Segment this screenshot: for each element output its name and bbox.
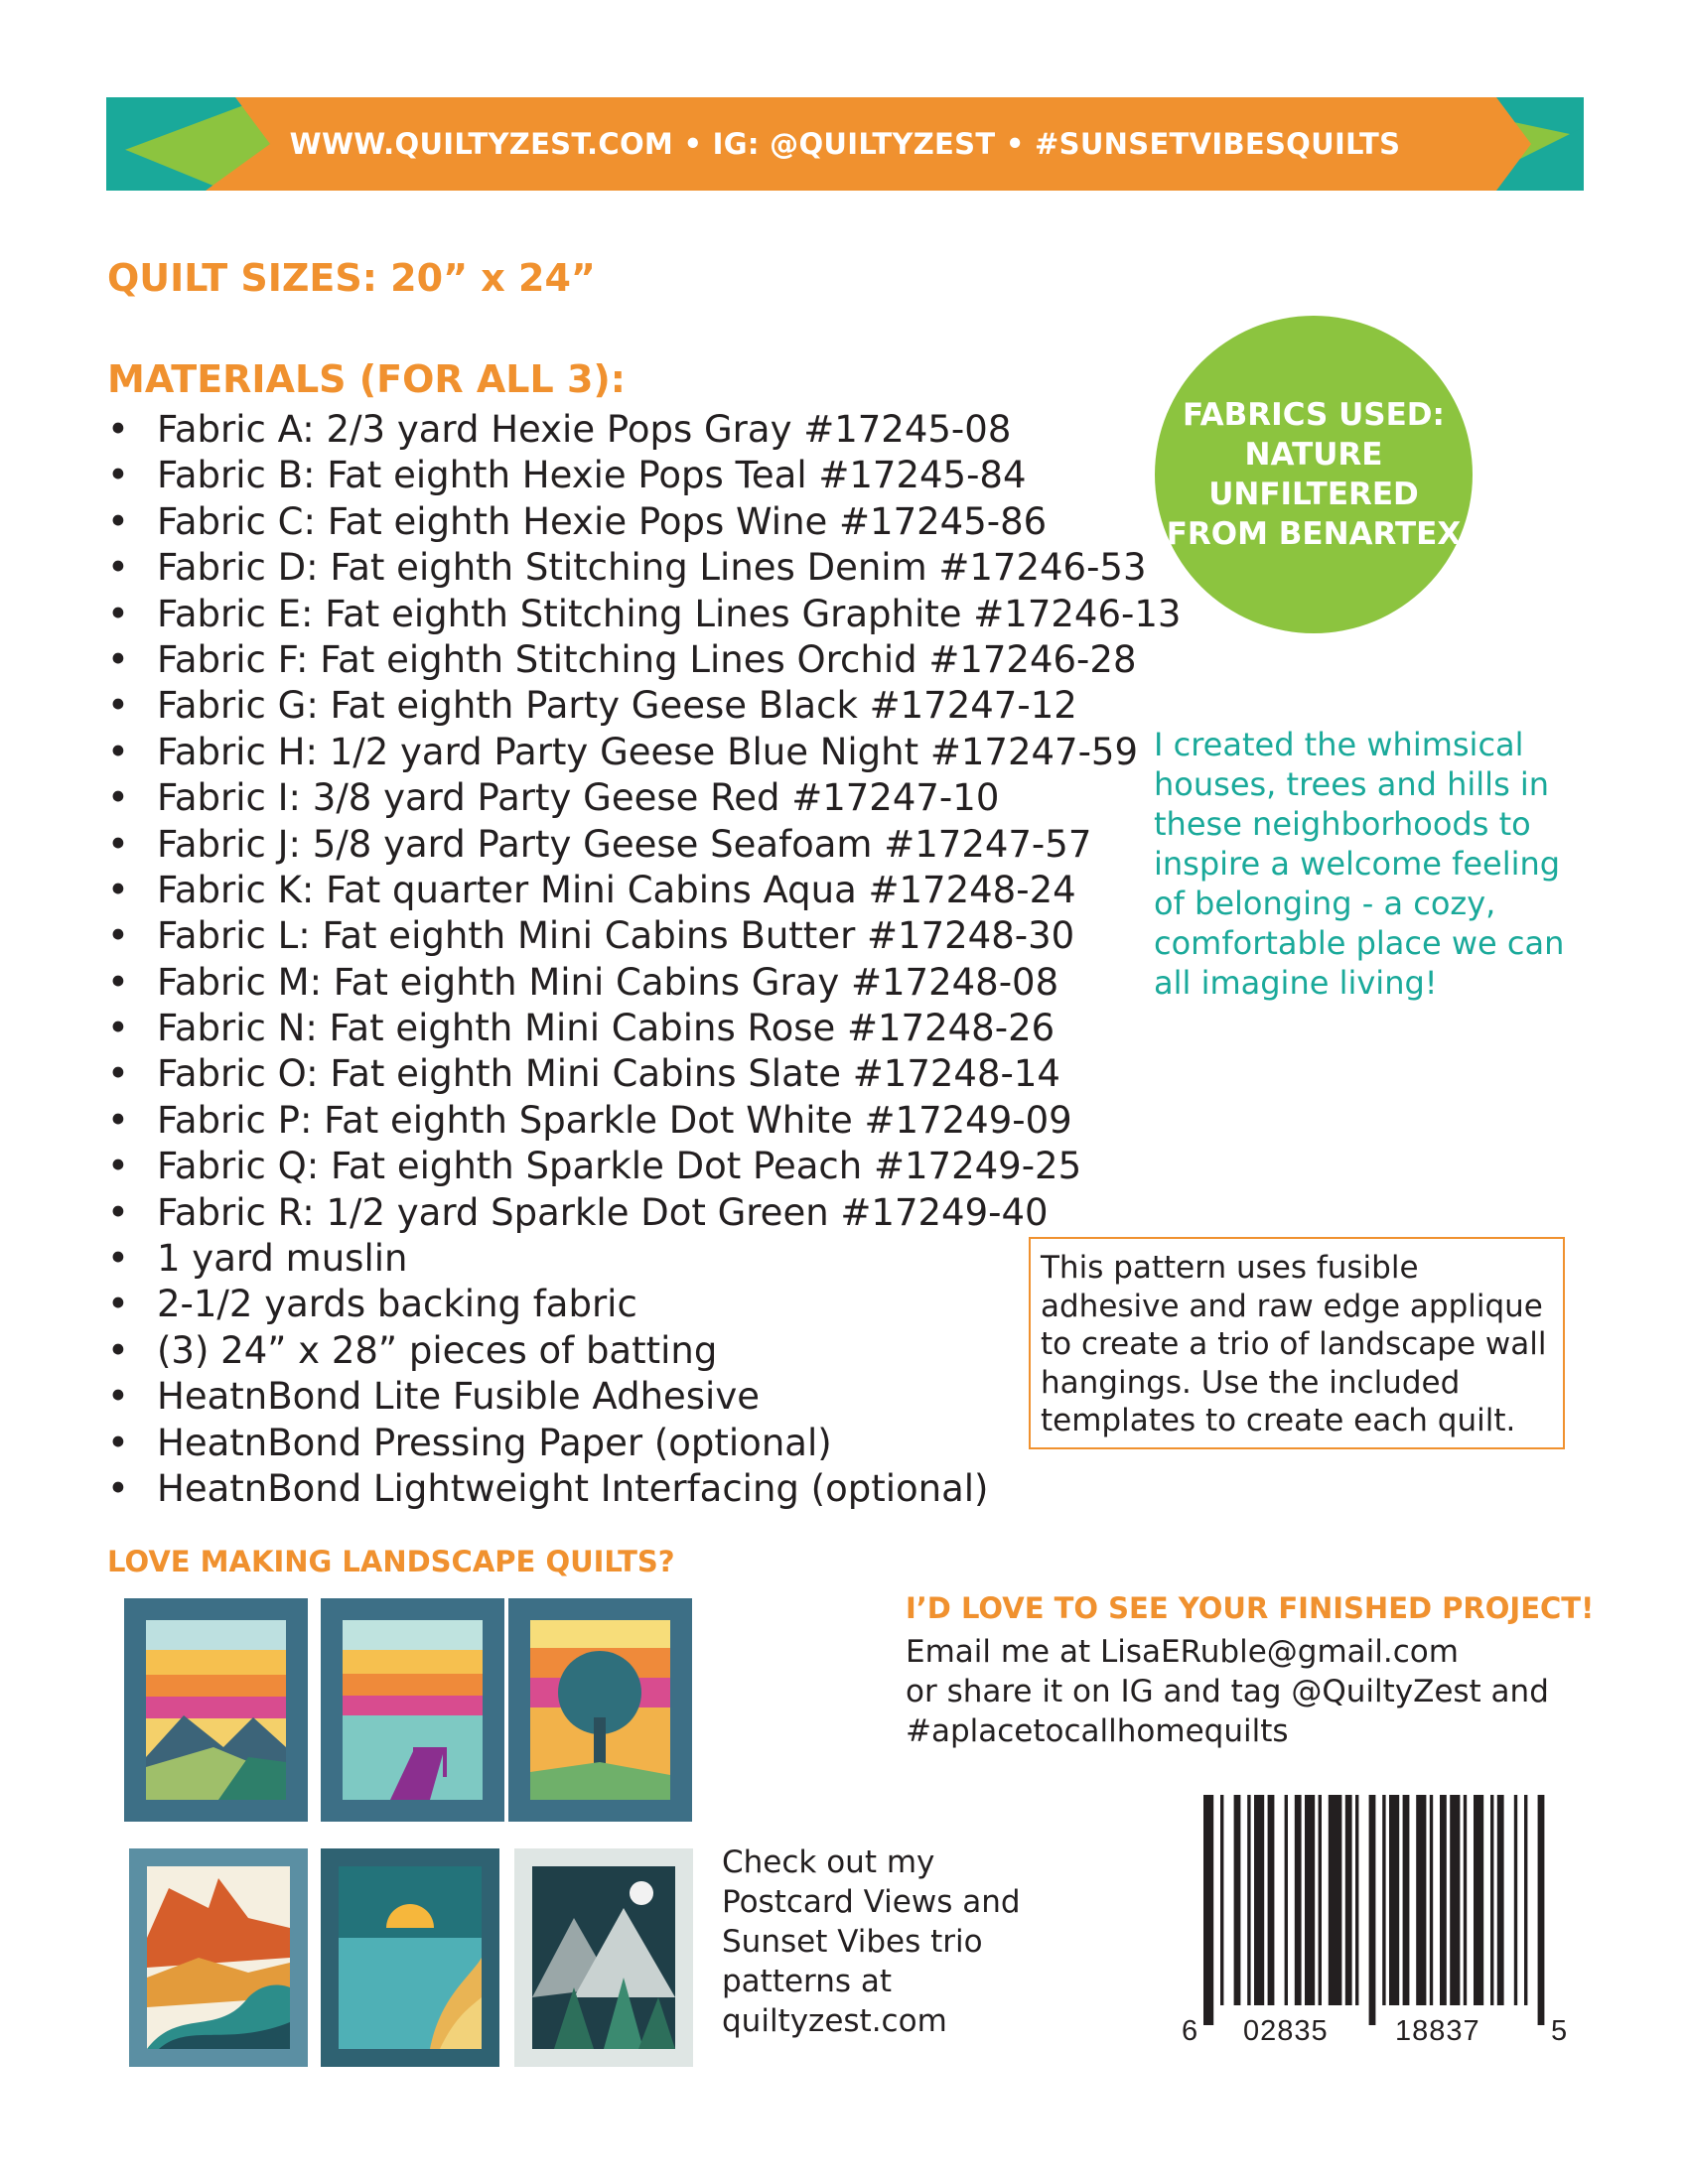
email-line: Email me at LisaERuble@gmail.com xyxy=(906,1634,1459,1670)
finished-project-text xyxy=(906,1632,1581,1751)
list-item xyxy=(107,822,1181,868)
fabrics-used-line: UNFILTERED xyxy=(1208,477,1419,512)
bullet: • xyxy=(107,684,129,728)
list-item-text: Fabric Q: Fat eighth Sparkle Dot Peach #17249-25 xyxy=(157,1145,1082,1188)
postcard-quilt-sunrise-thumbnail xyxy=(321,1848,499,2067)
bullet: • xyxy=(107,1421,129,1464)
list-item-text: Fabric M: Fat eighth Mini Cabins Gray #17248-08 xyxy=(157,960,1059,1004)
barcode-bar xyxy=(1524,1795,1527,2005)
barcode-bar xyxy=(1464,1795,1467,2005)
barcode-bar xyxy=(1403,1795,1410,2005)
quilt-sizes-heading: QUILT SIZES: 20” x 24” xyxy=(107,256,596,300)
check-out-line: quiltyzest.com xyxy=(722,2003,947,2039)
bullet: • xyxy=(107,776,129,820)
bullet: • xyxy=(107,592,129,635)
barcode-bar xyxy=(1319,1795,1322,2005)
bullet: • xyxy=(107,499,129,543)
list-item xyxy=(107,453,1181,498)
barcode-right-digits: 18837 xyxy=(1395,2015,1480,2047)
list-item xyxy=(107,1328,1181,1374)
barcode-bar xyxy=(1268,1795,1275,2005)
list-item-text: Fabric K: Fat quarter Mini Cabins Aqua #17248-24 xyxy=(157,868,1076,911)
bullet: • xyxy=(107,730,129,773)
list-item xyxy=(107,637,1181,683)
list-item-text: Fabric B: Fat eighth Hexie Pops Teal #17245-84 xyxy=(157,454,1027,497)
list-item-text: Fabric I: 3/8 yard Party Geese Red #17247-10 xyxy=(157,776,1000,820)
barcode-bar xyxy=(1514,1795,1517,2005)
bullet: • xyxy=(107,1007,129,1050)
barcode-bar xyxy=(1440,1795,1447,2005)
share-line: or share it on IG and tag @QuiltyZest and xyxy=(906,1674,1549,1709)
materials-heading: MATERIALS (FOR ALL 3): xyxy=(107,357,626,401)
list-item xyxy=(107,1098,1181,1144)
designer-quote: I created the whimsical houses, trees and hills in these neighborhoods to inspire a welcome feeling of belonging - a cozy, comfortable place we can all imagine living! xyxy=(1154,726,1565,1002)
finished-project-heading: I’D LOVE TO SEE YOUR FINISHED PROJECT! xyxy=(906,1591,1595,1625)
list-item xyxy=(107,1466,1181,1512)
list-item xyxy=(107,499,1181,545)
bullet: • xyxy=(107,1466,129,1510)
list-item-text: HeatnBond Pressing Paper (optional) xyxy=(157,1421,832,1464)
bullet: • xyxy=(107,1283,129,1326)
list-item-text: (3) 24” x 28” pieces of batting xyxy=(157,1328,718,1372)
list-item-text: Fabric H: 1/2 yard Party Geese Blue Night #17247-59 xyxy=(157,730,1139,773)
list-item xyxy=(107,868,1181,913)
barcode-bar xyxy=(1382,1795,1385,2005)
pattern-note: This pattern uses fusible adhesive and raw edge applique to create a trio of landscape wall hangings. Use the included templates to create each quilt. xyxy=(1029,1237,1565,1449)
banner-text: WWW.QUILTYZEST.COM • IG: @QUILTYZEST • #SUNSETVIBESQUILTS xyxy=(289,127,1401,161)
list-item xyxy=(107,1144,1181,1189)
bullet: • xyxy=(107,1145,129,1188)
list-item xyxy=(107,1282,1181,1327)
barcode-bar xyxy=(1220,1795,1223,2005)
list-item-text: 1 yard muslin xyxy=(157,1237,408,1281)
fabrics-used-line: FROM BENARTEX xyxy=(1166,516,1462,552)
barcode-bars xyxy=(1182,1795,1569,2048)
list-item-text: Fabric G: Fat eighth Party Geese Black #17247-12 xyxy=(157,684,1077,728)
fabrics-used-line: NATURE xyxy=(1244,437,1383,473)
materials-list xyxy=(107,407,1181,1512)
check-out-line: Sunset Vibes trio xyxy=(722,1924,983,1960)
postcard-quilt-canyon-thumbnail xyxy=(129,1848,308,2067)
list-item xyxy=(107,1006,1181,1051)
list-item-text: Fabric J: 5/8 yard Party Geese Seafoam #17247-57 xyxy=(157,822,1092,866)
bullet: • xyxy=(107,408,129,451)
bullet: • xyxy=(107,822,129,866)
list-item-text: HeatnBond Lite Fusible Adhesive xyxy=(157,1375,760,1419)
bullet: • xyxy=(107,546,129,590)
barcode-bar xyxy=(1389,1795,1399,2005)
check-out-line: patterns at xyxy=(722,1964,893,1999)
list-item-text: Fabric N: Fat eighth Mini Cabins Rose #17248-26 xyxy=(157,1007,1055,1050)
barcode-bar xyxy=(1203,1795,1213,2025)
bullet: • xyxy=(107,868,129,911)
barcode-bar xyxy=(1450,1795,1460,2005)
barcode-bar xyxy=(1538,1795,1545,2025)
list-item-text: Fabric L: Fat eighth Mini Cabins Butter #17248-30 xyxy=(157,914,1075,958)
barcode-bar xyxy=(1247,1795,1250,2005)
list-item xyxy=(107,683,1181,729)
love-making-heading: LOVE MAKING LANDSCAPE QUILTS? xyxy=(107,1545,675,1578)
barcode-bar xyxy=(1369,1795,1376,2025)
sunset-quilt-tree-thumbnail xyxy=(508,1598,692,1822)
bullet: • xyxy=(107,1328,129,1372)
barcode-bar xyxy=(1345,1795,1352,2005)
barcode-bar xyxy=(1329,1795,1342,2005)
sunset-quilt-dock-thumbnail xyxy=(321,1598,504,1822)
barcode-bar xyxy=(1430,1795,1433,2005)
list-item xyxy=(107,775,1181,821)
barcode xyxy=(1182,1795,1569,2048)
barcode-bar xyxy=(1254,1795,1264,2005)
bullet: • xyxy=(107,960,129,1004)
list-item xyxy=(107,592,1181,637)
fabrics-used-text xyxy=(1165,395,1463,554)
list-item xyxy=(107,730,1181,775)
bullet: • xyxy=(107,914,129,958)
fabrics-used-line: FABRICS USED: xyxy=(1183,397,1445,433)
bullet: • xyxy=(107,637,129,681)
check-out-text xyxy=(722,1843,1040,2041)
barcode-bar xyxy=(1416,1795,1426,2005)
list-item xyxy=(107,1051,1181,1097)
list-item xyxy=(107,1421,1181,1466)
bullet: • xyxy=(107,454,129,497)
list-item xyxy=(107,960,1181,1006)
barcode-bar xyxy=(1285,1795,1288,2005)
check-out-line: Check out my xyxy=(722,1844,935,1880)
barcode-bar xyxy=(1490,1795,1493,2005)
barcode-bar xyxy=(1474,1795,1483,2005)
list-item-text: Fabric R: 1/2 yard Sparkle Dot Green #17249-40 xyxy=(157,1190,1049,1234)
list-item xyxy=(107,545,1181,591)
list-item-text: Fabric F: Fat eighth Stitching Lines Orchid #17246-28 xyxy=(157,637,1137,681)
list-item-text: Fabric E: Fat eighth Stitching Lines Graphite #17246-13 xyxy=(157,592,1182,635)
bullet: • xyxy=(107,1375,129,1419)
postcard-quilt-mountain-thumbnail xyxy=(514,1848,693,2067)
sunset-quilt-mountains-thumbnail xyxy=(124,1598,308,1822)
bullet: • xyxy=(107,1098,129,1142)
list-item xyxy=(107,913,1181,959)
list-item xyxy=(107,1236,1181,1282)
list-item-text: Fabric D: Fat eighth Stitching Lines Denim #17246-53 xyxy=(157,546,1147,590)
barcode-bar xyxy=(1355,1795,1358,2005)
hashtag-line: #aplacetocallhomequilts xyxy=(906,1713,1289,1749)
barcode-bar xyxy=(1234,1795,1241,2005)
list-item xyxy=(107,407,1181,453)
barcode-bar xyxy=(1305,1795,1315,2005)
list-item-text: Fabric A: 2/3 yard Hexie Pops Gray #17245-08 xyxy=(157,408,1012,451)
barcode-bar xyxy=(1295,1795,1302,2005)
check-out-line: Postcard Views and xyxy=(722,1884,1021,1920)
bullet: • xyxy=(107,1190,129,1234)
list-item-text: 2-1/2 yards backing fabric xyxy=(157,1283,637,1326)
barcode-left-digits: 02835 xyxy=(1243,2015,1329,2047)
list-item-text: HeatnBond Lightweight Interfacing (optional) xyxy=(157,1466,989,1510)
list-item-text: Fabric C: Fat eighth Hexie Pops Wine #17245-86 xyxy=(157,499,1048,543)
barcode-check-digit: 5 xyxy=(1551,2015,1568,2047)
bullet: • xyxy=(107,1052,129,1096)
list-item-text: Fabric O: Fat eighth Mini Cabins Slate #17248-14 xyxy=(157,1052,1060,1096)
bullet: • xyxy=(107,1237,129,1281)
fabrics-used-badge xyxy=(1155,316,1473,633)
barcode-bar xyxy=(1497,1795,1504,2005)
barcode-lead-digit: 6 xyxy=(1182,2015,1198,2047)
list-item xyxy=(107,1374,1181,1420)
list-item-text: Fabric P: Fat eighth Sparkle Dot White #17249-09 xyxy=(157,1098,1072,1142)
list-item xyxy=(107,1190,1181,1236)
